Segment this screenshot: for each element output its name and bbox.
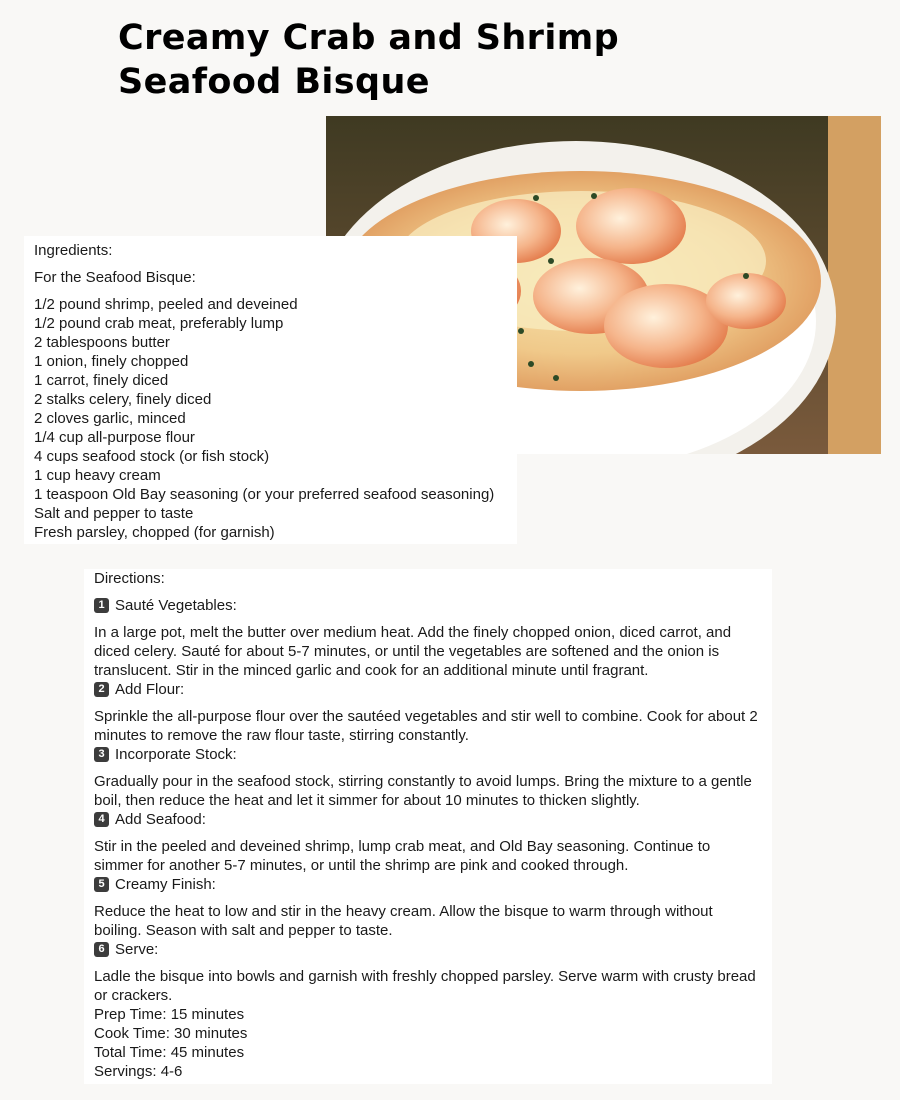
step-title-text: Serve:	[115, 941, 159, 958]
step-number-badge: 2	[94, 682, 109, 697]
ingredient-item: 1/4 cup all-purpose flour	[34, 429, 195, 446]
prep-time: Prep Time: 15 minutes	[94, 1006, 245, 1023]
step-number-badge: 4	[94, 812, 109, 827]
step-title	[94, 680, 762, 699]
ingredient-item: Salt and pepper to taste	[34, 505, 194, 522]
step-title-text: Sauté Vegetables:	[115, 597, 237, 614]
recipe-title	[118, 16, 678, 104]
ingredient-item: 1 carrot, finely diced	[34, 372, 169, 389]
step-text: Gradually pour in the seafood stock, stirring constantly to avoid lumps. Bring the mixture to a gentle boil, then reduce the heat and let it simmer for about 10 minutes to thicken slightly.	[94, 773, 752, 809]
step-title	[94, 745, 762, 764]
ingredient-item: 2 tablespoons butter	[34, 334, 170, 351]
step-text: In a large pot, melt the butter over medium heat. Add the finely chopped onion, diced carrot, and diced celery. Sauté for about 5-7 minutes, or until the vegetables are softened and the onion is translucent. Stir in the minced garlic and cook for an additional minute until fragrant.	[94, 624, 732, 679]
step-title	[94, 810, 762, 829]
step-number-badge: 5	[94, 877, 109, 892]
step-title-text: Creamy Finish:	[115, 876, 216, 893]
step-text: Ladle the bisque into bowls and garnish with freshly chopped parsley. Serve warm with crusty bread or crackers.	[94, 968, 756, 1004]
step-text: Reduce the heat to low and stir in the heavy cream. Allow the bisque to warm through without boiling. Season with salt and pepper to taste.	[94, 903, 713, 939]
ingredient-list	[34, 295, 507, 542]
ingredients-section	[24, 236, 517, 544]
title-line-2: Seafood Bisque	[118, 62, 430, 102]
step-number-badge: 1	[94, 598, 109, 613]
servings: Servings: 4-6	[94, 1063, 183, 1080]
ingredients-section-title: For the Seafood Bisque:	[34, 269, 196, 286]
ingredients-label: Ingredients:	[34, 242, 113, 259]
step-title	[94, 875, 762, 894]
step-number-badge: 6	[94, 942, 109, 957]
title-line-1: Creamy Crab and Shrimp	[118, 18, 620, 58]
ingredient-item: 1 cup heavy cream	[34, 467, 161, 484]
step-text: Sprinkle the all-purpose flour over the sautéed vegetables and stir well to combine. Cook for about 2 minutes to remove the raw flour taste, stirring constantly.	[94, 708, 758, 744]
ingredient-item: 1 onion, finely chopped	[34, 353, 189, 370]
directions-section	[84, 569, 772, 1084]
ingredient-item: 2 cloves garlic, minced	[34, 410, 186, 427]
step-title	[94, 940, 762, 959]
ingredient-item: Fresh parsley, chopped (for garnish)	[34, 524, 275, 541]
step-title-text: Add Seafood:	[115, 811, 206, 828]
ingredient-item: 1 teaspoon Old Bay seasoning (or your preferred seafood seasoning)	[34, 486, 495, 503]
total-time: Total Time: 45 minutes	[94, 1044, 245, 1061]
step-title-text: Incorporate Stock:	[115, 746, 237, 763]
ingredient-item: 2 stalks celery, finely diced	[34, 391, 212, 408]
cook-time: Cook Time: 30 minutes	[94, 1025, 248, 1042]
step-title	[94, 596, 762, 615]
ingredient-item: 1/2 pound crab meat, preferably lump	[34, 315, 284, 332]
ingredient-item: 1/2 pound shrimp, peeled and deveined	[34, 296, 298, 313]
step-title-text: Add Flour:	[115, 681, 185, 698]
ingredient-item: 4 cups seafood stock (or fish stock)	[34, 448, 270, 465]
directions-label: Directions:	[94, 570, 165, 587]
step-number-badge: 3	[94, 747, 109, 762]
step-text: Stir in the peeled and deveined shrimp, lump crab meat, and Old Bay seasoning. Continue to simmer for another 5-7 minutes, or until the shrimp are pink and cooked through.	[94, 838, 711, 874]
